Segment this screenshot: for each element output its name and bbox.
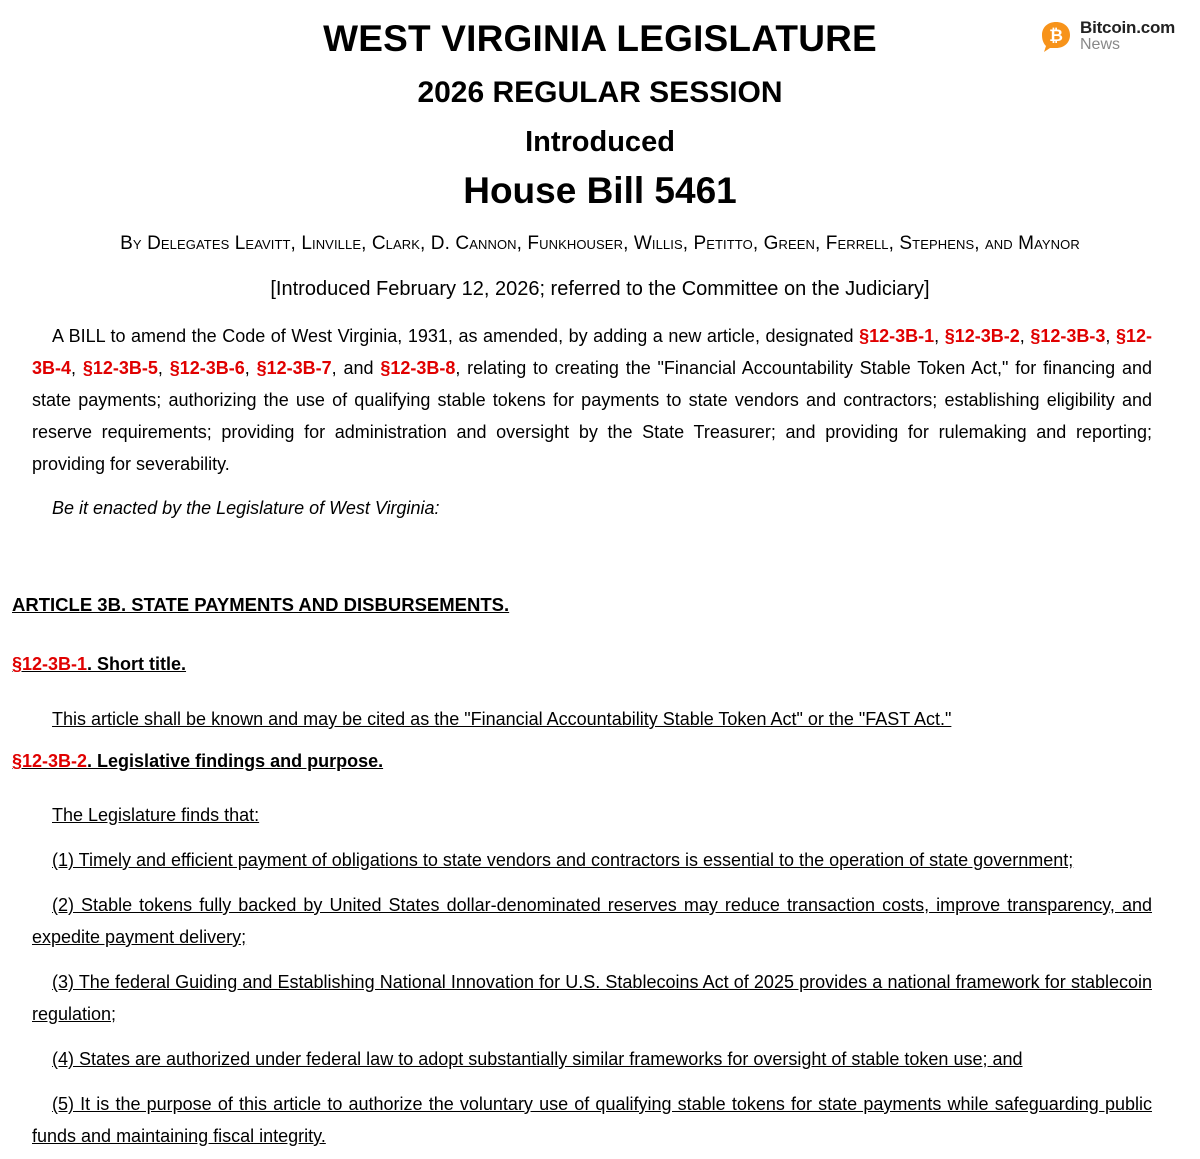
bill-title-paragraph: A BILL to amend the Code of West Virginia, 1931, as amended, by adding a new article, designated §12-3B-1, §12-3B-2, §12-3B-3, §12-3B-4, §12-3B-5, §12-3B-6, §12-3B-7, and §12-3B-8, relating to creating the "Financial Accountability Stable Token Act," for financing and state payments; authorizing the use of qualifying stable tokens for payments to state vendors and contractors; establishing eligibility and reserve requirements; providing for administration and oversight by the State Treasurer; and providing for rulemaking and reporting; providing for severability.: [32, 326, 1152, 474]
section-1-text: This article shall be known and may be cited as the "Financial Accountability Stable Token Act" or the "FAST Act.": [52, 709, 952, 729]
section-2-link[interactable]: §12-3B-2: [12, 751, 88, 771]
logo-name: Bitcoin.com: [1080, 18, 1176, 37]
section-link-4[interactable]: §12-3B-4: [32, 326, 1152, 378]
section-link-8[interactable]: §12-3B-8: [380, 358, 456, 378]
finding-4: (4) States are authorized under federal law to adopt substantially similar frameworks for oversight of stable token use; and: [52, 1049, 1023, 1069]
bill-number: House Bill 5461: [463, 170, 737, 211]
introduced-line: [Introduced February 12, 2026; referred to the Committee on the Judiciary]: [270, 278, 930, 300]
bill-status: Introduced: [525, 126, 675, 158]
enacting-clause: Be it enacted by the Legislature of West Virginia:: [52, 498, 440, 518]
finding-5: (5) It is the purpose of this article to authorize the voluntary use of qualifying stable tokens for state payments while safeguarding public funds and maintaining fiscal integrity.: [32, 1094, 1152, 1146]
section-1-link[interactable]: §12-3B-1: [12, 654, 88, 674]
section-2-heading: §12-3B-2. Legislative findings and purpose.: [12, 751, 384, 771]
article-heading: ARTICLE 3B. STATE PAYMENTS AND DISBURSEMENTS.: [12, 594, 510, 615]
finding-2: (2) Stable tokens fully backed by United States dollar-denominated reserves may reduce transaction costs, improve transparency, and expedite payment delivery;: [32, 895, 1152, 947]
session-title: 2026 REGULAR SESSION: [417, 76, 783, 109]
svg-text:₿: ₿: [1049, 26, 1063, 46]
section-link-2[interactable]: §12-3B-2: [944, 326, 1020, 346]
section-link-6[interactable]: §12-3B-6: [169, 358, 245, 378]
section-link-3[interactable]: §12-3B-3: [1030, 326, 1106, 346]
logo-subtitle: News: [1080, 36, 1121, 53]
section-link-1[interactable]: §12-3B-1: [859, 326, 935, 346]
legislature-title: WEST VIRGINIA LEGISLATURE: [323, 18, 877, 59]
finding-3: (3) The federal Guiding and Establishing National Innovation for U.S. Stablecoins Act of 2025 provides a national framework for stablecoin regulation;: [32, 972, 1152, 1024]
finding-1: (1) Timely and efficient payment of obligations to state vendors and contractors is essential to the operation of state government;: [52, 850, 1074, 870]
sponsors-line: By Delegates Leavitt, Linville, Clark, D. Cannon, Funkhouser, Willis, Petitto, Green, Ferrell, Stephens, and Maynor: [120, 233, 1080, 254]
section-link-7[interactable]: §12-3B-7: [256, 358, 332, 378]
section-1-heading: §12-3B-1. Short title.: [12, 654, 187, 674]
findings-intro: The Legislature finds that:: [52, 805, 260, 825]
section-link-5[interactable]: §12-3B-5: [82, 358, 158, 378]
